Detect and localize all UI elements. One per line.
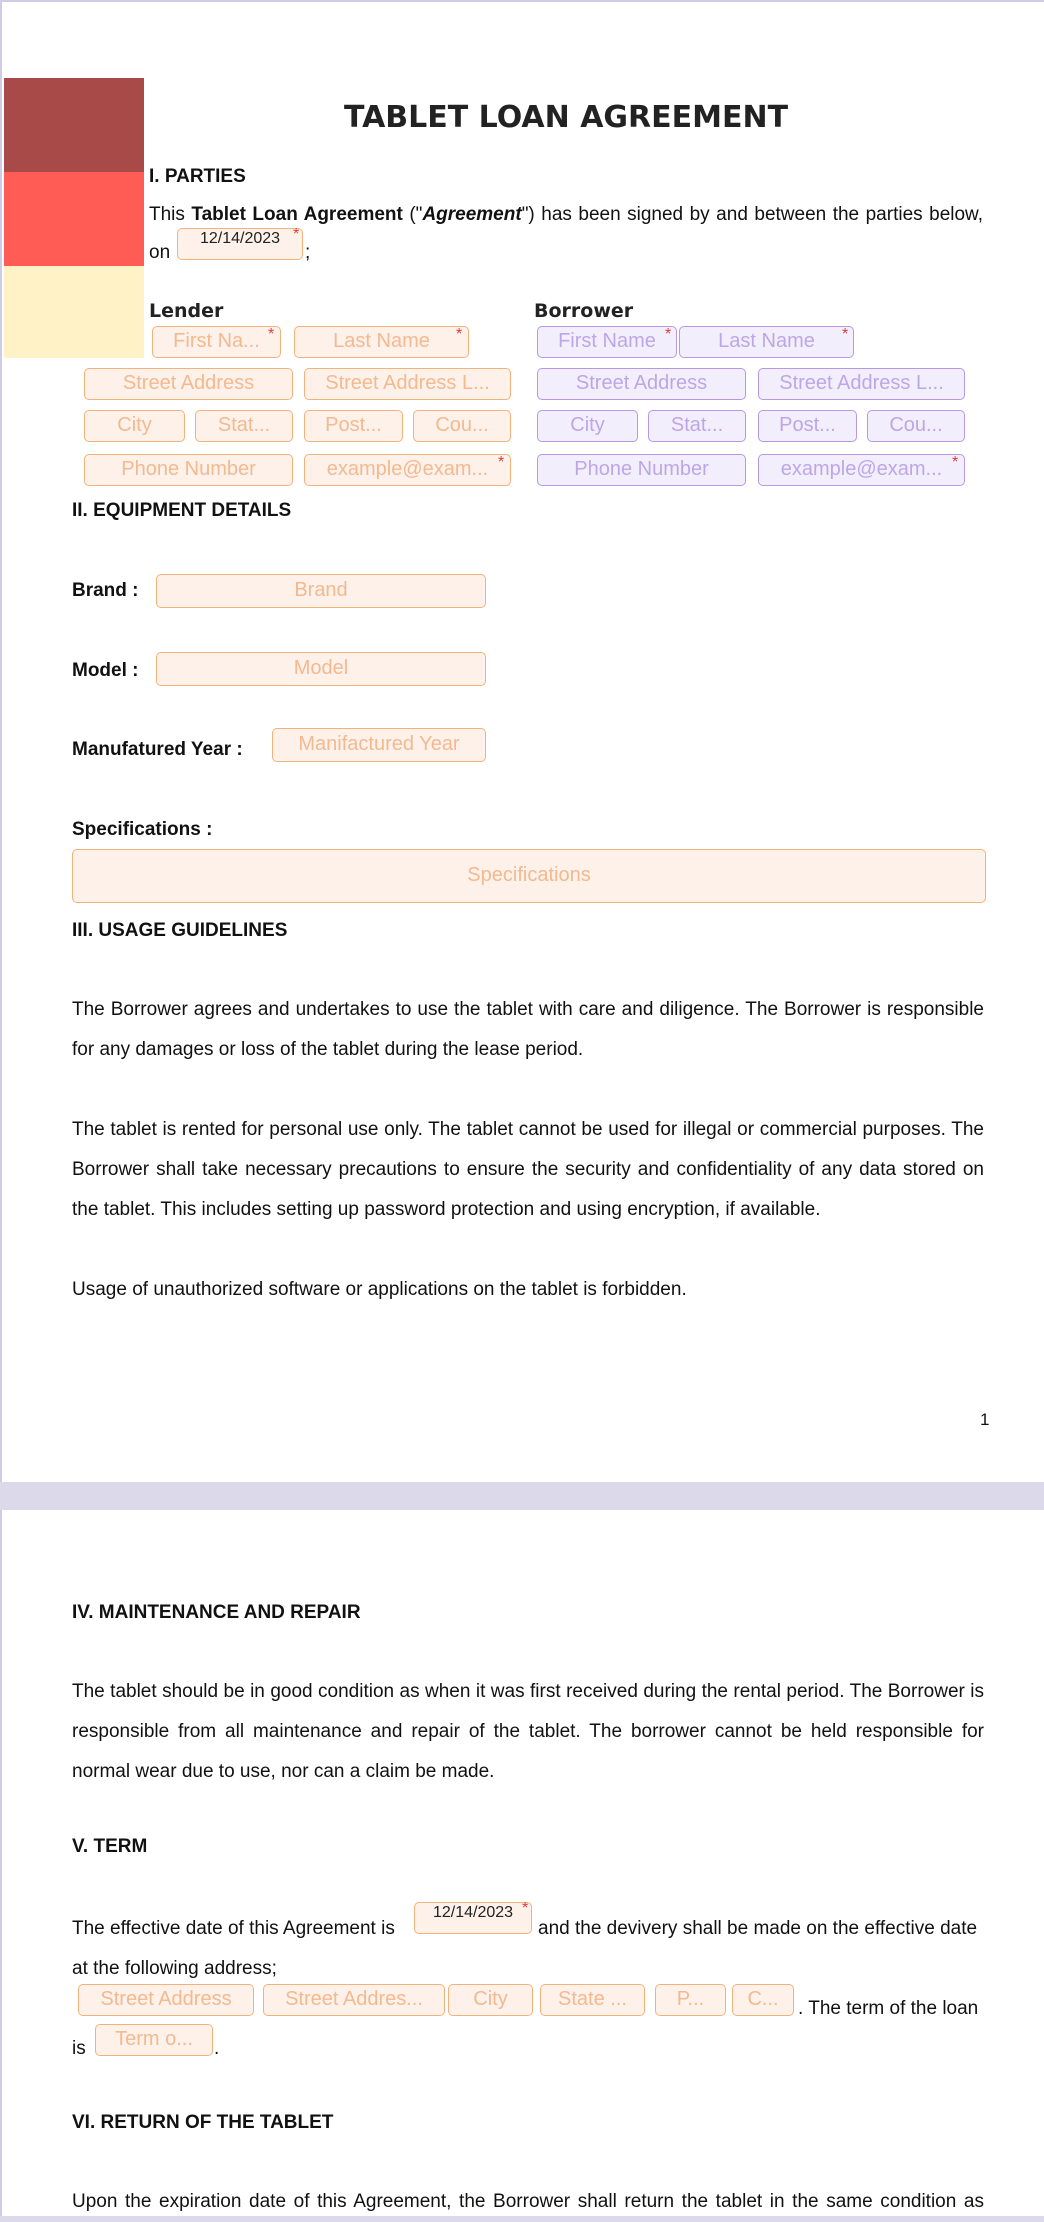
intro-semicolon: ; [305, 242, 311, 263]
document-page-2 [0, 1510, 1044, 2216]
required-marker: * [268, 326, 275, 343]
specifications-label: Specifications : [72, 819, 213, 840]
term-line-2: at the following address; [72, 1958, 277, 1979]
model-input[interactable]: Model [156, 652, 486, 686]
required-marker: * [293, 226, 300, 243]
borrower-city-input[interactable]: City [537, 410, 638, 442]
intro-line [149, 204, 983, 226]
page-number: 1 [980, 1410, 990, 1429]
loan-term-input[interactable]: Term o... [95, 2024, 213, 2056]
intro-agreement-word: Agreement [422, 204, 522, 225]
usage-paragraph-2: The tablet is rented for personal use only. The tablet cannot be used for illegal or commercial purposes. The Borrower shall take necessary precautions to ensure the security and confidentiality of any data stored on the tablet. This includes setting up password protection and using encryption, if available. [72, 1119, 984, 1220]
section-usage-heading: III. USAGE GUIDELINES [72, 920, 288, 941]
model-label: Model : [72, 660, 139, 681]
lender-street-input[interactable]: Street Address [84, 368, 293, 400]
required-marker: * [522, 1900, 529, 1917]
brand-label: Brand : [72, 580, 139, 601]
borrower-last-name-input[interactable]: Last Name [679, 326, 854, 358]
required-marker: * [498, 454, 505, 471]
color-swatch-cream[interactable] [4, 266, 144, 358]
lender-state-input[interactable]: Stat... [195, 410, 293, 442]
intro-open-quote: (" [402, 204, 423, 225]
section-equipment-heading: II. EQUIPMENT DETAILS [72, 500, 292, 521]
manufactured-year-label: Manufatured Year : [72, 739, 243, 760]
borrower-postal-input[interactable]: Post... [758, 410, 857, 442]
borrower-first-name-input[interactable]: First Name [537, 326, 677, 358]
intro-agreement-name: Tablet Loan Agreement [191, 204, 403, 225]
agreement-date-field[interactable]: 12/14/2023 [177, 228, 303, 260]
section-parties-heading: I. PARTIES [149, 166, 246, 187]
borrower-street-line2-input[interactable]: Street Address L... [758, 368, 965, 400]
document-title: TABLET LOAN AGREEMENT [343, 100, 789, 135]
lender-email-input[interactable]: example@exam... [304, 454, 511, 486]
lender-postal-input[interactable]: Post... [304, 410, 403, 442]
required-marker: * [952, 454, 959, 471]
term-text-after: and the devivery shall be made on the effective date [538, 1918, 978, 1939]
manufactured-year-input[interactable]: Manifactured Year [272, 728, 486, 762]
usage-paragraph-1: The Borrower agrees and undertakes to use the tablet with care and diligence. The Borrower is responsible for any damages or loss of the tablet during the lease period. [72, 999, 984, 1060]
term-period: . [214, 2038, 220, 2059]
lender-last-name-input[interactable]: Last Name [294, 326, 469, 358]
effective-date-field[interactable]: 12/14/2023 [414, 1902, 532, 1934]
term-is-text: is [72, 2038, 86, 2059]
delivery-street-line2-input[interactable]: Street Addres... [263, 1984, 445, 2016]
lender-header: Lender [149, 300, 224, 322]
specifications-input[interactable]: Specifications [72, 849, 986, 903]
delivery-state-input[interactable]: State ... [540, 1984, 645, 2016]
lender-city-input[interactable]: City [84, 410, 185, 442]
return-paragraph: Upon the expiration date of this Agreement, the Borrower shall return the tablet in the same condition as [72, 2191, 984, 2212]
delivery-city-input[interactable]: City [448, 1984, 533, 2016]
borrower-email-input[interactable]: example@exam... [758, 454, 965, 486]
section-return-heading: VI. RETURN OF THE TABLET [72, 2112, 334, 2133]
intro-close: ") has been signed by and between the parties below, [521, 204, 984, 225]
maintenance-paragraph: The tablet should be in good condition as when it was first received during the rental period. The Borrower is responsible from all maintenance and repair of the tablet. The borrower cannot be held responsible for normal wear due to use, nor can a claim be made. [72, 1681, 984, 1782]
term-of-loan-text: . The term of the loan [798, 1998, 979, 2019]
term-text-before: The effective date of this Agreement is [72, 1918, 395, 1939]
borrower-state-input[interactable]: Stat... [648, 410, 746, 442]
lender-phone-input[interactable]: Phone Number [84, 454, 293, 486]
borrower-country-input[interactable]: Cou... [867, 410, 965, 442]
borrower-phone-input[interactable]: Phone Number [537, 454, 746, 486]
delivery-postal-input[interactable]: P... [655, 1984, 726, 2016]
usage-paragraph-3: Usage of unauthorized software or applications on the tablet is forbidden. [72, 1279, 687, 1300]
intro-on: on [149, 242, 171, 263]
borrower-header: Borrower [534, 300, 634, 322]
delivery-street-input[interactable]: Street Address [78, 1984, 254, 2016]
delivery-country-input[interactable]: C... [732, 1984, 794, 2016]
lender-first-name-input[interactable]: First Na... [152, 326, 281, 358]
required-marker: * [842, 326, 849, 343]
lender-country-input[interactable]: Cou... [413, 410, 511, 442]
required-marker: * [665, 326, 672, 343]
section-maintenance-heading: IV. MAINTENANCE AND REPAIR [72, 1602, 361, 1623]
section-term-heading: V. TERM [72, 1836, 148, 1857]
required-marker: * [456, 326, 463, 343]
lender-street-line2-input[interactable]: Street Address L... [304, 368, 511, 400]
intro-this: This [149, 204, 192, 225]
color-swatch-red[interactable] [4, 172, 144, 266]
borrower-street-input[interactable]: Street Address [537, 368, 746, 400]
brand-input[interactable]: Brand [156, 574, 486, 608]
